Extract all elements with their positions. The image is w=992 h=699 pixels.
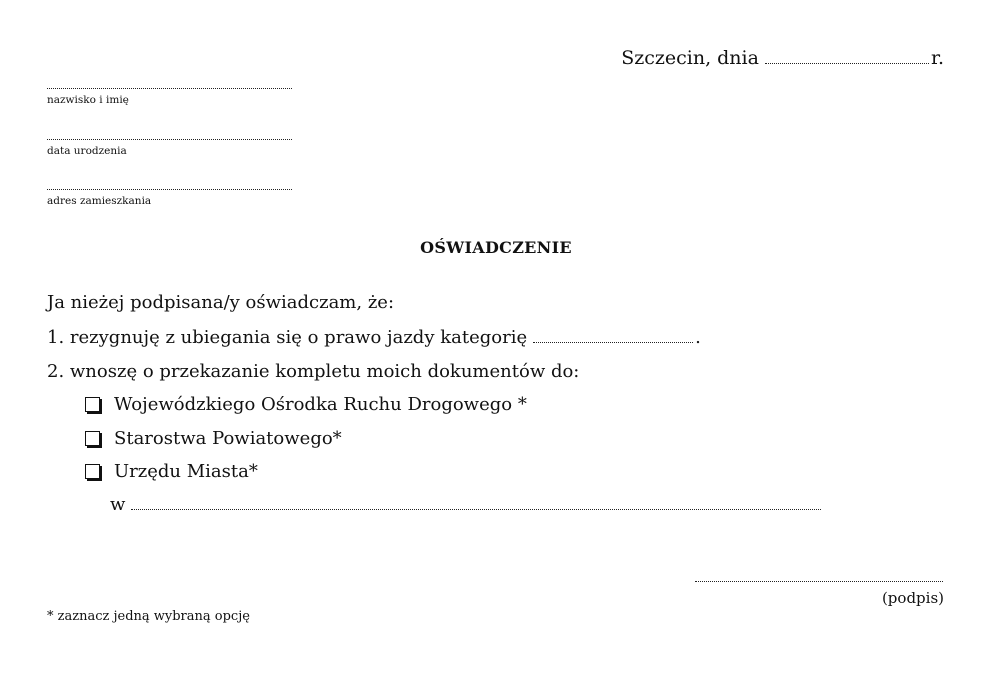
name-field[interactable]: [47, 88, 292, 89]
footnote: * zaznacz jedną wybraną opcję: [47, 609, 250, 624]
statement-item-1-text: 1. rezygnuję z ubiegania się o prawo jazdy kategorię: [47, 327, 528, 348]
year-suffix: r.: [930, 47, 944, 69]
option-label: Urzędu Miasta*: [114, 461, 258, 482]
name-field-label: nazwisko i imię: [47, 94, 129, 106]
city-date-label: Szczecin, dnia: [621, 47, 759, 69]
statement-intro: Ja nieżej podpisana/y oświadczam, że:: [47, 292, 395, 313]
signature-field[interactable]: [695, 581, 943, 582]
option-label: Wojewódzkiego Ośrodka Ruchu Drogowego *: [114, 394, 527, 415]
address-field-label: adres zamieszkania: [47, 195, 152, 207]
address-field[interactable]: [47, 189, 292, 190]
option-word[interactable]: [85, 394, 527, 415]
location-line: [110, 494, 823, 515]
option-label: Starostwa Powiatowego*: [114, 428, 342, 449]
statement-item-1-end: .: [695, 327, 701, 348]
date-line: [621, 47, 944, 69]
location-prefix: w: [110, 494, 126, 515]
birthdate-field-label: data urodzenia: [47, 145, 127, 157]
signature-label: (podpis): [881, 589, 944, 607]
option-urzad-miasta[interactable]: [85, 461, 258, 482]
date-field[interactable]: [765, 62, 929, 64]
birthdate-field[interactable]: [47, 139, 292, 140]
checkbox-icon[interactable]: [85, 431, 100, 446]
location-field[interactable]: [131, 508, 821, 510]
option-starostwo[interactable]: [85, 428, 342, 449]
statement-item-2: 2. wnoszę o przekazanie kompletu moich dokumentów do:: [47, 361, 580, 382]
statement-item-1: [47, 327, 701, 348]
checkbox-icon[interactable]: [85, 464, 100, 479]
document-title: OŚWIADCZENIE: [420, 238, 572, 257]
category-field[interactable]: [533, 341, 693, 343]
checkbox-icon[interactable]: [85, 397, 100, 412]
